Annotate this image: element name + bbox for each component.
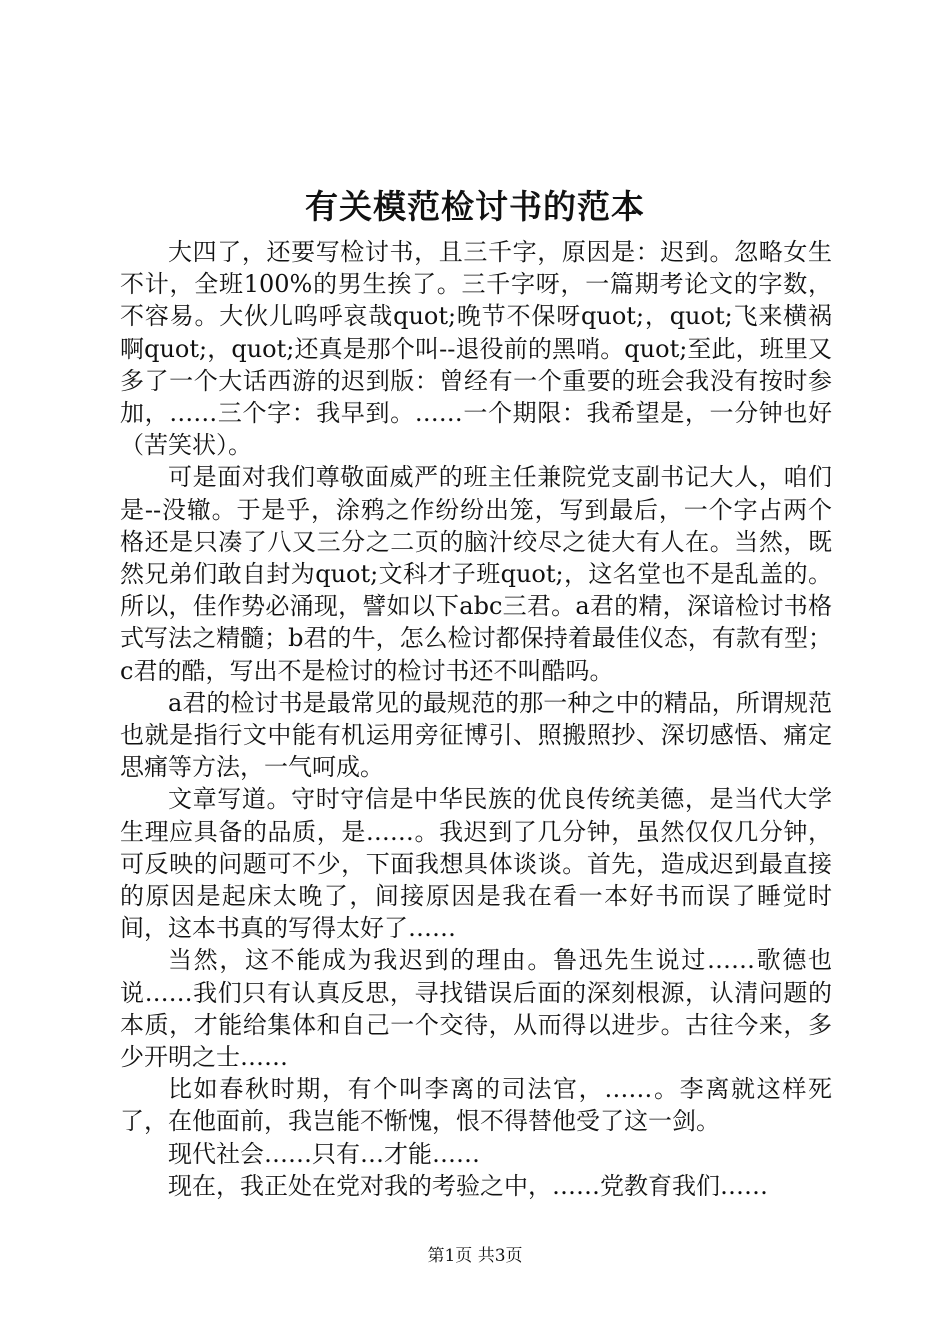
paragraph: 现在，我正处在党对我的考验之中，……党教育我们…… (168, 1171, 768, 1200)
paragraph: 当然，这不能成为我迟到的理由。鲁迅先生说过……歌德也说……我们只有认真反思，寻找错误后面的深刻根源，认清问题的本质，才能给集体和自己一个交待，从而得以进步。古往今来，多少开明之士…… (120, 946, 832, 1072)
paragraph: 可是面对我们尊敬面威严的班主任兼院党支副书记大人，咱们是--没辙。于是乎，涂鸦之作纷纷出笼，写到最后，一个字占两个格还是只凑了八又三分之二页的脑汁绞尽之徒大有人在。当然，既然兄弟们敢自封为quot;文科才子班quot;，这名堂也不是乱盖的。所以，佳作势必涌现，譬如以下abc三君。a君的精，深谙检讨书格式写法之精髓；b君的牛，怎么检讨都保持着最佳仪态，有款有型；c君的酷，写出不是检讨的检讨书还不叫酷吗。 (120, 463, 832, 685)
document-body (120, 236, 832, 1202)
document-title: 有关模范检讨书的范本 (305, 187, 645, 226)
paragraph: 比如春秋时期，有个叫李离的司法官，……。李离就这样死了，在他面前，我岂能不惭愧，恨不得替他受了这一剑。 (120, 1075, 832, 1136)
paragraph: 现代社会……只有…才能…… (168, 1139, 480, 1168)
paragraph: 文章写道。守时守信是中华民族的优良传统美德，是当代大学生理应具备的品质，是……。我迟到了几分钟，虽然仅仅几分钟，可反映的问题可不少，下面我想具体谈谈。首先，造成迟到最直接的原因是起床太晚了，间接原因是我在看一本好书而误了睡觉时间，这本书真的写得太好了…… (120, 785, 832, 943)
paragraph: 大四了，还要写检讨书，且三千字，原因是：迟到。忽略女生不计，全班100%的男生挨了。三千字呀，一篇期考论文的字数，不容易。大伙儿呜呼哀哉quot;晚节不保呀quot;，quot;飞来横祸啊quot;，quot;还真是那个叫--退役前的黑哨。quot;至此，班里又多了一个大话西游的迟到版：曾经有一个重要的班会我没有按时参加，……三个字：我早到。……一个期限：我希望是，一分钟也好（苦笑状）。 (120, 238, 832, 460)
page-footer: 第1页 共3页 (427, 1246, 523, 1266)
paragraph: a君的检讨书是最常见的最规范的那一种之中的精品，所谓规范也就是指行文中能有机运用旁征博引、照搬照抄、深切感悟、痛定思痛等方法，一气呵成。 (120, 688, 832, 782)
